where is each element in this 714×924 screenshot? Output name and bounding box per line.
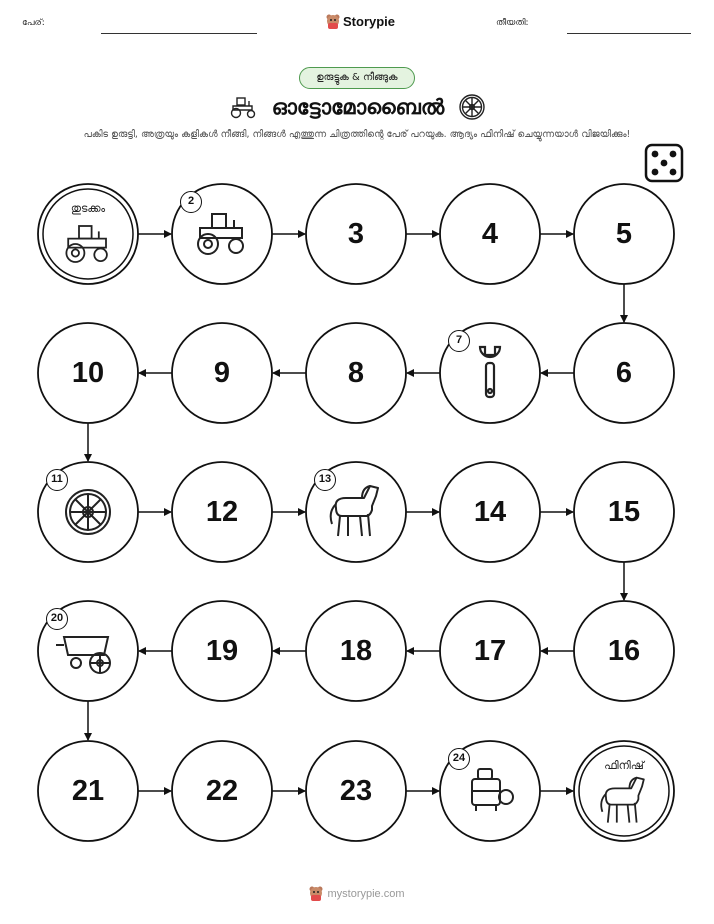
finish-label: ഫിനിഷ് [604, 759, 644, 772]
activity-badge: ഉരുട്ടുക & നീങ്ങുക [299, 67, 415, 89]
square-number: 9 [213, 357, 231, 389]
page-title: ഓട്ടോമോബൈൽ [271, 94, 445, 119]
wheel-icon [66, 490, 110, 534]
square-number: 18 [339, 635, 373, 667]
square-number: 15 [607, 496, 641, 528]
square-number: 21 [71, 775, 105, 807]
square-number: 16 [607, 635, 641, 667]
square-number: 10 [71, 357, 105, 389]
storypie-bear-icon [309, 886, 323, 901]
square-number-badge: 7 [448, 330, 470, 352]
square-number: 23 [339, 775, 373, 807]
square-number: 6 [615, 357, 633, 389]
instructions: പകിട ഉരുട്ടി, അത്രയും കളികൾ നീങ്ങി, നിങ്ങൾ എത്തുന്ന ചിത്രത്തിന്റെ പേര് പറയുക. ആദ്യം ഫിനിഷ് ചെയ്യുന്നയാൾ വിജയിക്കും! [83, 129, 631, 140]
start-label: തുടക്കം [70, 202, 106, 215]
date-label: തീയതി: [496, 18, 529, 28]
square-number: 14 [473, 496, 507, 528]
square-number-badge: 2 [180, 191, 202, 213]
square-number-badge: 13 [314, 469, 336, 491]
board-square-1[interactable] [38, 184, 138, 284]
square-number: 8 [347, 357, 365, 389]
footer-url: mystorypie.com [327, 887, 405, 900]
square-number: 3 [347, 218, 365, 250]
square-number-badge: 24 [448, 748, 470, 770]
square-number-badge: 11 [46, 469, 68, 491]
name-label: പേര്: [22, 18, 45, 28]
square-number: 22 [205, 775, 239, 807]
board-square-25[interactable] [574, 741, 674, 841]
square-number: 4 [481, 218, 499, 250]
square-number: 12 [205, 496, 239, 528]
square-number: 19 [205, 635, 239, 667]
brand-name: Storypie [343, 14, 396, 29]
footer [0, 886, 714, 901]
square-number: 5 [615, 218, 633, 250]
square-number: 17 [473, 635, 507, 667]
square-number-badge: 20 [46, 608, 68, 630]
